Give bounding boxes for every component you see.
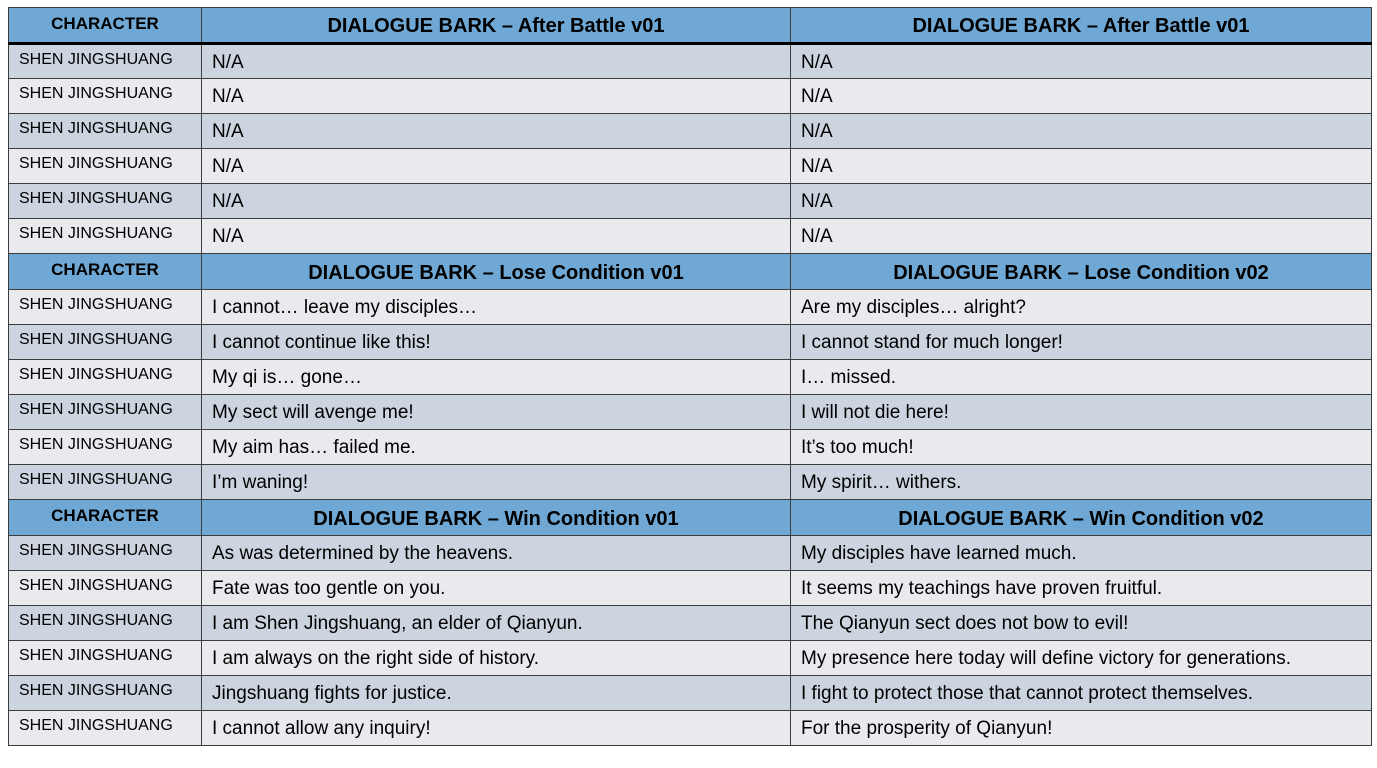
bark-v01-cell: N/A (202, 79, 791, 114)
table-row (9, 325, 1372, 360)
bark-v02-cell: N/A (791, 219, 1372, 254)
bark-v01-cell: N/A (202, 219, 791, 254)
bark-v01-cell: N/A (202, 44, 791, 79)
character-cell: SHEN JINGSHUANG (9, 395, 202, 430)
bark-v02-cell: I cannot stand for much longer! (791, 325, 1372, 360)
table-row (9, 571, 1372, 606)
table-row (9, 290, 1372, 325)
section-header-lose-condition (9, 254, 1372, 290)
table-row (9, 184, 1372, 219)
bark-v02-cell: Are my disciples… alright? (791, 290, 1372, 325)
character-cell: SHEN JINGSHUANG (9, 571, 202, 606)
section-header-win-condition (9, 500, 1372, 536)
table-row (9, 465, 1372, 500)
header-bark-v02: DIALOGUE BARK – Lose Condition v02 (791, 254, 1372, 290)
character-cell: SHEN JINGSHUANG (9, 290, 202, 325)
bark-v02-cell: It’s too much! (791, 430, 1372, 465)
header-character: CHARACTER (9, 8, 202, 44)
character-cell: SHEN JINGSHUANG (9, 149, 202, 184)
bark-v02-cell: N/A (791, 114, 1372, 149)
bark-v01-cell: I cannot allow any inquiry! (202, 711, 791, 746)
bark-v01-cell: My aim has… failed me. (202, 430, 791, 465)
table-row (9, 641, 1372, 676)
character-cell: SHEN JINGSHUANG (9, 641, 202, 676)
table-row (9, 44, 1372, 79)
bark-v01-cell: N/A (202, 114, 791, 149)
character-cell: SHEN JINGSHUANG (9, 711, 202, 746)
bark-v02-cell: My disciples have learned much. (791, 536, 1372, 571)
bark-v02-cell: N/A (791, 44, 1372, 79)
bark-v02-cell: I will not die here! (791, 395, 1372, 430)
bark-v01-cell: Fate was too gentle on you. (202, 571, 791, 606)
bark-v01-cell: I am always on the right side of history. (202, 641, 791, 676)
bark-v02-cell: My presence here today will define victory for generations. (791, 641, 1372, 676)
character-cell: SHEN JINGSHUANG (9, 325, 202, 360)
character-cell: SHEN JINGSHUANG (9, 79, 202, 114)
bark-v02-cell: The Qianyun sect does not bow to evil! (791, 606, 1372, 641)
header-bark-v02: DIALOGUE BARK – Win Condition v02 (791, 500, 1372, 536)
bark-v02-cell: I… missed. (791, 360, 1372, 395)
table-row (9, 219, 1372, 254)
table-row (9, 676, 1372, 711)
bark-v01-cell: I am Shen Jingshuang, an elder of Qianyun. (202, 606, 791, 641)
bark-v02-cell: My spirit… withers. (791, 465, 1372, 500)
character-cell: SHEN JINGSHUANG (9, 184, 202, 219)
character-cell: SHEN JINGSHUANG (9, 536, 202, 571)
bark-v02-cell: N/A (791, 149, 1372, 184)
bark-v01-cell: Jingshuang fights for justice. (202, 676, 791, 711)
section-header-after-battle (9, 8, 1372, 44)
header-bark-v01: DIALOGUE BARK – Win Condition v01 (202, 500, 791, 536)
table-row (9, 395, 1372, 430)
character-cell: SHEN JINGSHUANG (9, 44, 202, 79)
table-row (9, 430, 1372, 465)
table-row (9, 79, 1372, 114)
bark-v01-cell: As was determined by the heavens. (202, 536, 791, 571)
bark-v01-cell: N/A (202, 184, 791, 219)
character-cell: SHEN JINGSHUANG (9, 465, 202, 500)
bark-v02-cell: N/A (791, 184, 1372, 219)
table-row (9, 606, 1372, 641)
table-row (9, 711, 1372, 746)
header-bark-v01: DIALOGUE BARK – Lose Condition v01 (202, 254, 791, 290)
bark-v01-cell: My sect will avenge me! (202, 395, 791, 430)
bark-v01-cell: N/A (202, 149, 791, 184)
header-character: CHARACTER (9, 500, 202, 536)
table-row (9, 149, 1372, 184)
bark-v02-cell: I fight to protect those that cannot protect themselves. (791, 676, 1372, 711)
header-bark-v01: DIALOGUE BARK – After Battle v01 (202, 8, 791, 44)
header-bark-v02: DIALOGUE BARK – After Battle v01 (791, 8, 1372, 44)
character-cell: SHEN JINGSHUANG (9, 360, 202, 395)
dialogue-bark-table (8, 7, 1372, 746)
bark-v01-cell: I cannot continue like this! (202, 325, 791, 360)
bark-v01-cell: My qi is… gone… (202, 360, 791, 395)
character-cell: SHEN JINGSHUANG (9, 219, 202, 254)
bark-v02-cell: N/A (791, 79, 1372, 114)
character-cell: SHEN JINGSHUANG (9, 676, 202, 711)
table-row (9, 536, 1372, 571)
bark-v01-cell: I’m waning! (202, 465, 791, 500)
table-row (9, 114, 1372, 149)
character-cell: SHEN JINGSHUANG (9, 114, 202, 149)
table-row (9, 360, 1372, 395)
character-cell: SHEN JINGSHUANG (9, 430, 202, 465)
bark-v01-cell: I cannot… leave my disciples… (202, 290, 791, 325)
header-character: CHARACTER (9, 254, 202, 290)
character-cell: SHEN JINGSHUANG (9, 606, 202, 641)
bark-v02-cell: It seems my teachings have proven fruitful. (791, 571, 1372, 606)
bark-v02-cell: For the prosperity of Qianyun! (791, 711, 1372, 746)
